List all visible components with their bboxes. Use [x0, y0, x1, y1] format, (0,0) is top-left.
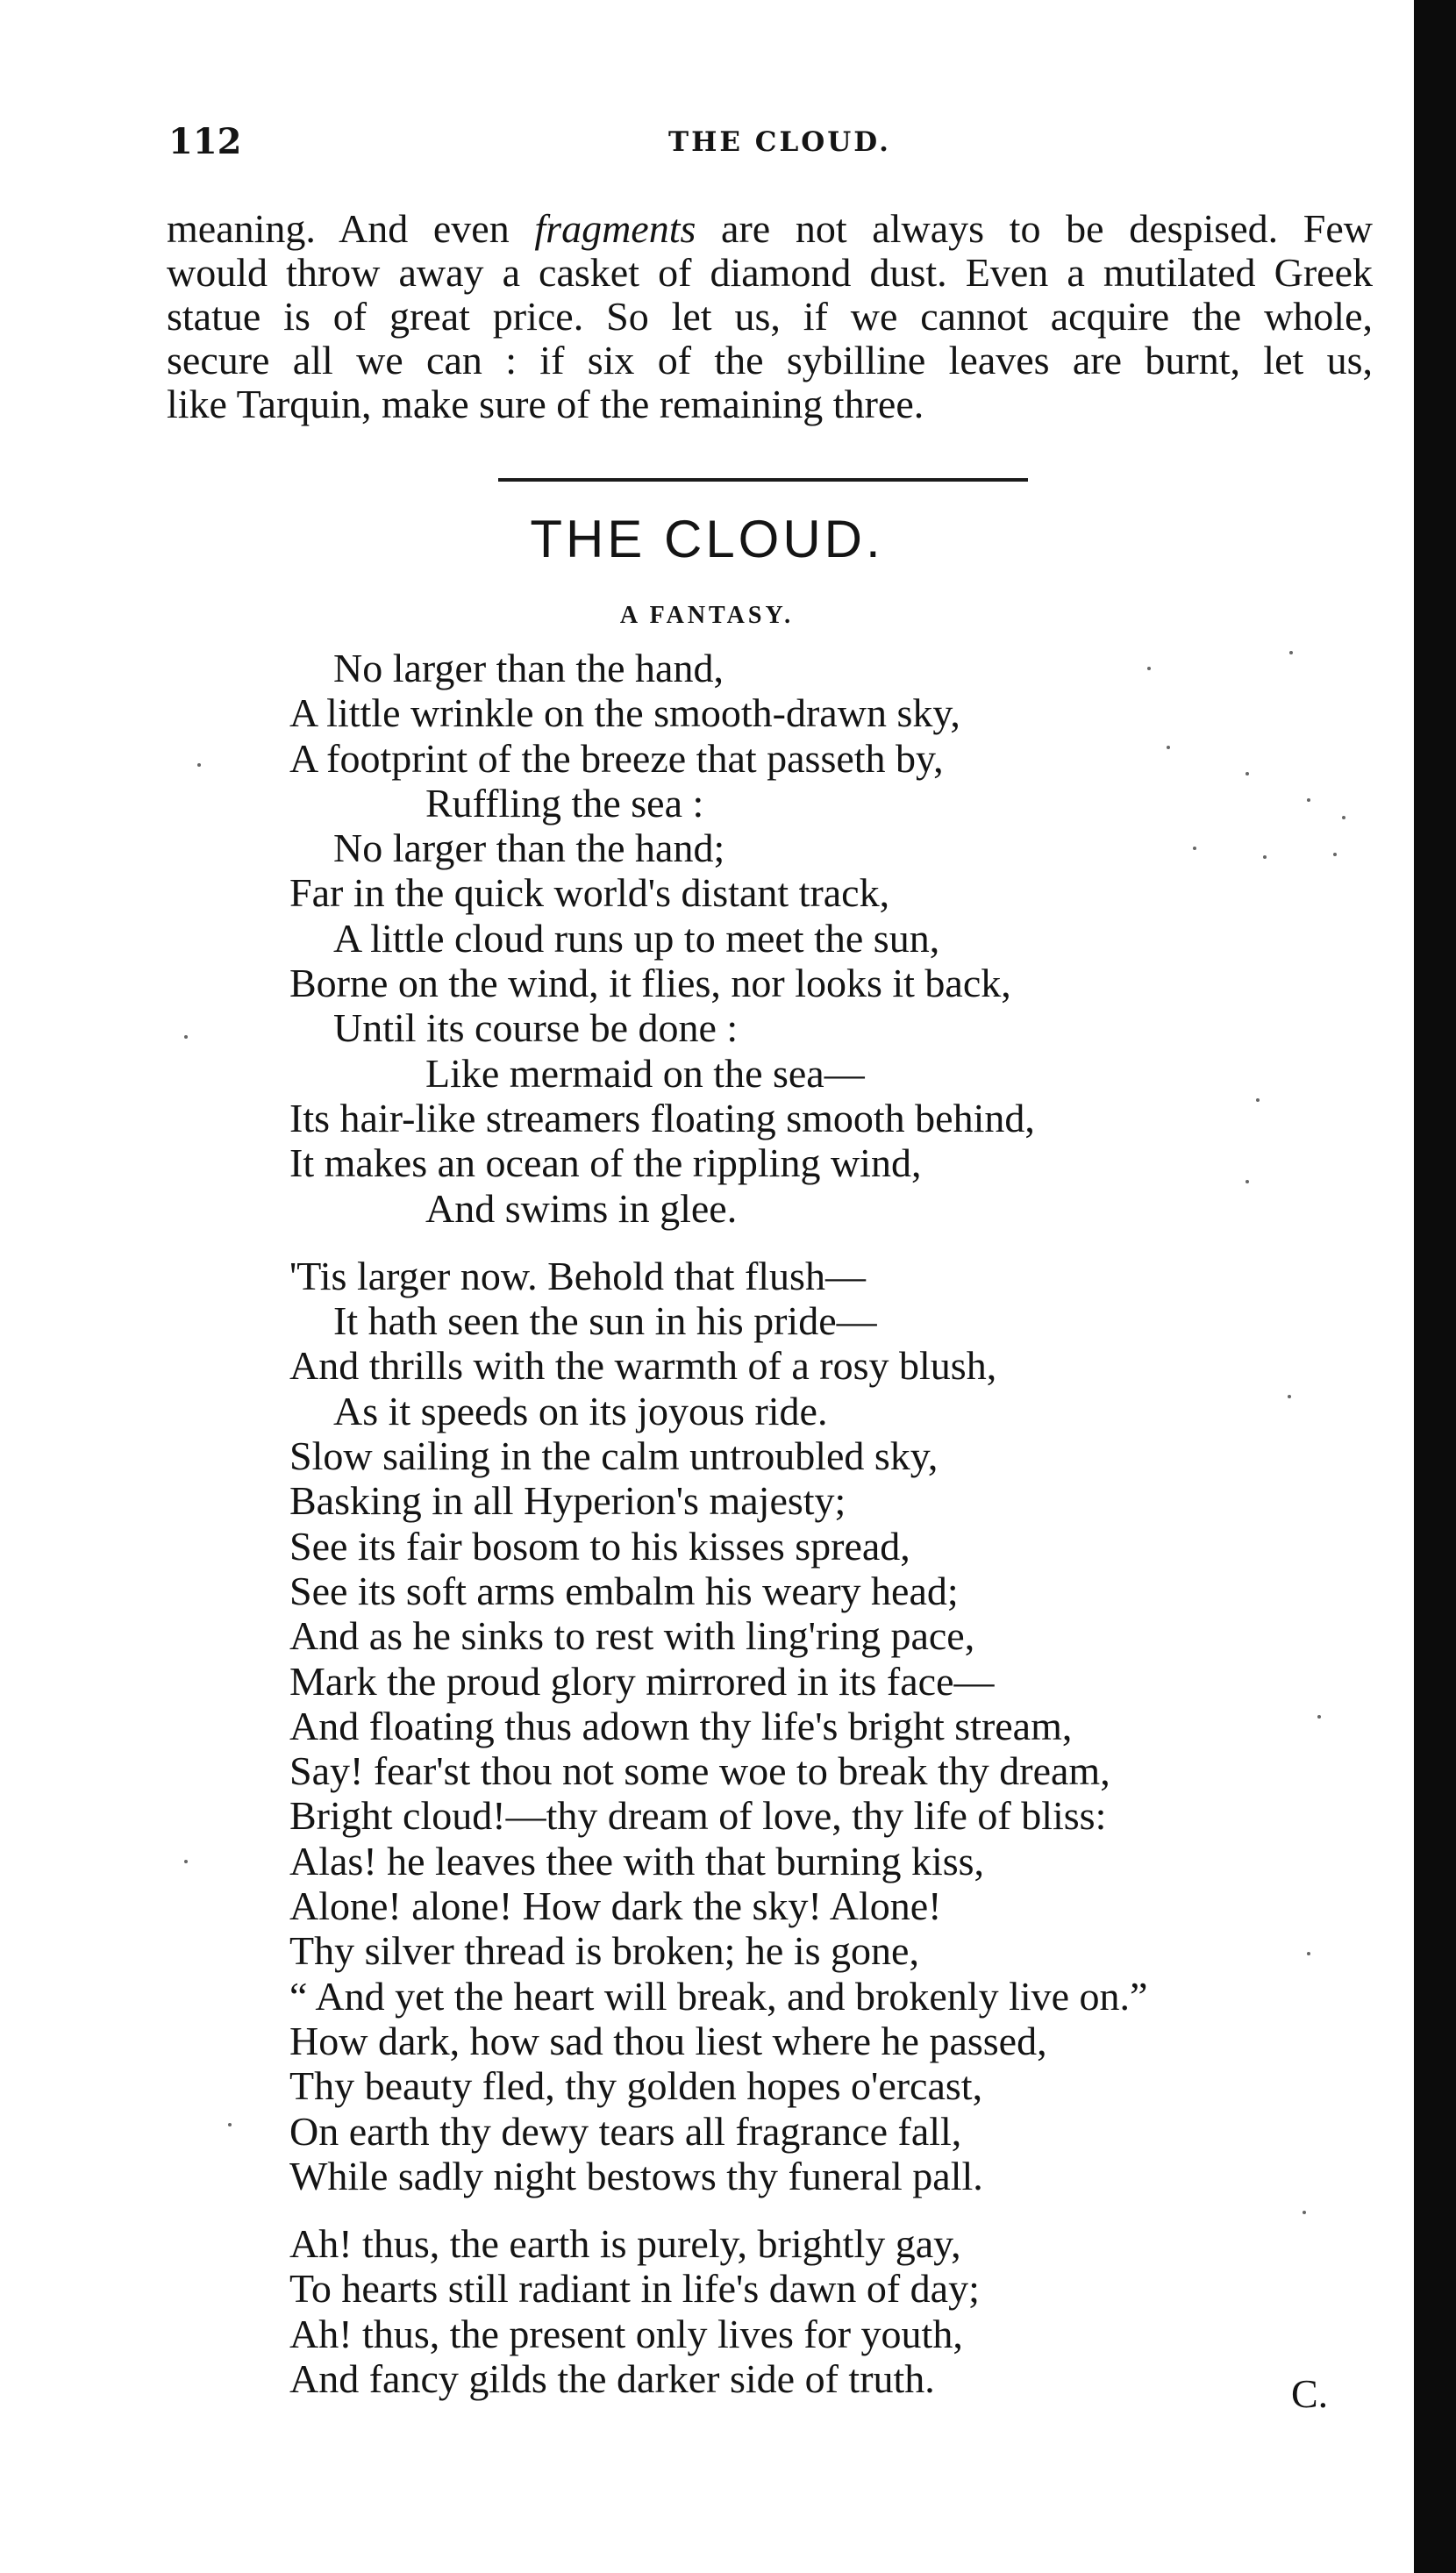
scan-speck — [1307, 798, 1310, 802]
scan-speck — [1263, 855, 1267, 859]
verse-line: Ah! thus, the present only lives for youth, — [289, 2311, 963, 2356]
verse-line: A little cloud runs up to meet the sun, — [333, 915, 940, 961]
scan-speck — [1303, 2211, 1306, 2214]
verse-line: Ah! thus, the earth is purely, brightly gay, — [289, 2221, 961, 2267]
poem-title: THE CLOUD. — [530, 510, 884, 568]
verse-line: Basking in all Hyperion's majesty; — [289, 1478, 846, 1524]
scan-speck — [1307, 1952, 1310, 1955]
verse-line: Its hair-like streamers floating smooth behind, — [289, 1095, 1035, 1140]
verse-line: Bright cloud!—thy dream of love, thy life of bliss: — [289, 1793, 1107, 1839]
verse-line: A little wrinkle on the smooth-drawn sky, — [289, 690, 960, 736]
verse-line: Mark the proud glory mirrored in its face— — [289, 1658, 995, 1704]
stanza — [289, 1254, 1147, 2198]
section-divider — [498, 478, 1028, 482]
author-signature: C. — [1291, 2371, 1329, 2416]
verse-line: Far in the quick world's distant track, — [289, 870, 890, 916]
verse-line: It makes an ocean of the rippling wind, — [289, 1140, 922, 1186]
verse-line: No larger than the hand; — [333, 826, 725, 871]
scan-speck — [1333, 853, 1337, 856]
scan-speck — [1167, 746, 1170, 749]
verse-line: Alone! alone! How dark the sky! Alone! — [289, 1883, 942, 1929]
scan-speck — [1317, 1715, 1321, 1719]
running-head: THE CLOUD. — [668, 126, 891, 158]
verse-line: See its soft arms embalm his weary head; — [289, 1568, 959, 1613]
scan-speck — [1289, 651, 1293, 654]
prose-line: like Tarquin, make sure of the remaining three. — [167, 382, 924, 426]
verse-line: It hath seen the sun in his pride— — [333, 1298, 877, 1344]
verse-line: Like mermaid on the sea— — [425, 1050, 865, 1096]
verse-line: How dark, how sad thou liest where he passed, — [289, 2018, 1047, 2063]
verse-line: While sadly night bestows thy funeral pall. — [289, 2153, 983, 2198]
verse-line: And fancy gilds the darker side of truth. — [289, 2355, 935, 2401]
verse-line: 'Tis larger now. Behold that flush— — [289, 1253, 866, 1298]
prose-line: would throw away a casket of diamond dust. Even a mutilated Greek — [167, 250, 1373, 295]
verse-line: Thy beauty fled, thy golden hopes o'ercast, — [289, 2063, 983, 2109]
italic-word: fragments — [534, 206, 696, 251]
verse-line: See its fair bosom to his kisses spread, — [289, 1523, 910, 1569]
scan-speck — [197, 763, 201, 767]
scan-speck — [1342, 816, 1345, 819]
verse-line: “ And yet the heart will break, and brokenly live on.” — [289, 1973, 1148, 2019]
prose-text: are not always to be despised. Few — [696, 206, 1373, 251]
poem-body — [289, 646, 1147, 2401]
stanza — [289, 646, 1147, 1231]
verse-line: To hearts still radiant in life's dawn of day; — [289, 2266, 980, 2312]
verse-line: On earth thy dewy tears all fragrance fall, — [289, 2108, 962, 2154]
verse-line: And as he sinks to rest with ling'ring pace, — [289, 1613, 975, 1659]
verse-line: Borne on the wind, it flies, nor looks it back, — [289, 961, 1011, 1006]
scan-speck — [1193, 847, 1196, 850]
scan-speck — [1288, 1395, 1291, 1398]
verse-line: And floating thus adown thy life's bright stream, — [289, 1703, 1073, 1748]
scan-speck — [184, 1860, 188, 1863]
scan-speck — [184, 1035, 188, 1039]
page-header — [0, 121, 1414, 174]
scan-speck — [1245, 1180, 1249, 1183]
poem-subtitle: A FANTASY. — [619, 602, 795, 629]
scan-edge-shadow — [1414, 0, 1456, 2573]
verse-line: And thrills with the warmth of a rosy blush, — [289, 1343, 997, 1389]
verse-line: Until its course be done : — [333, 1005, 739, 1051]
prose-text: meaning. And even — [167, 206, 535, 251]
page-number: 112 — [168, 121, 242, 162]
prose-line: secure all we can : if six of the sybilline leaves are burnt, let us, — [167, 338, 1373, 382]
prose-line: statue is of great price. So let us, if we cannot acquire the whole, — [167, 294, 1373, 339]
stanza — [289, 2221, 1147, 2401]
verse-line: Thy silver thread is broken; he is gone, — [289, 1928, 919, 1974]
scan-speck — [228, 2123, 232, 2126]
verse-line: No larger than the hand, — [333, 646, 724, 690]
prose-line — [167, 207, 1373, 251]
scan-speck — [1147, 667, 1151, 670]
scan-speck — [1256, 1098, 1260, 1102]
verse-line: A footprint of the breeze that passeth by, — [289, 735, 944, 781]
verse-line: Slow sailing in the calm untroubled sky, — [289, 1433, 939, 1479]
prose-paragraph — [167, 207, 1373, 426]
verse-line: As it speeds on its joyous ride. — [333, 1388, 828, 1433]
scan-speck — [1245, 772, 1249, 775]
verse-line: Ruffling the sea : — [425, 780, 704, 826]
verse-line: And swims in glee. — [425, 1185, 738, 1231]
verse-line: Alas! he leaves thee with that burning kiss, — [289, 1838, 985, 1883]
verse-line: Say! fear'st thou not some woe to break thy dream, — [289, 1748, 1110, 1794]
